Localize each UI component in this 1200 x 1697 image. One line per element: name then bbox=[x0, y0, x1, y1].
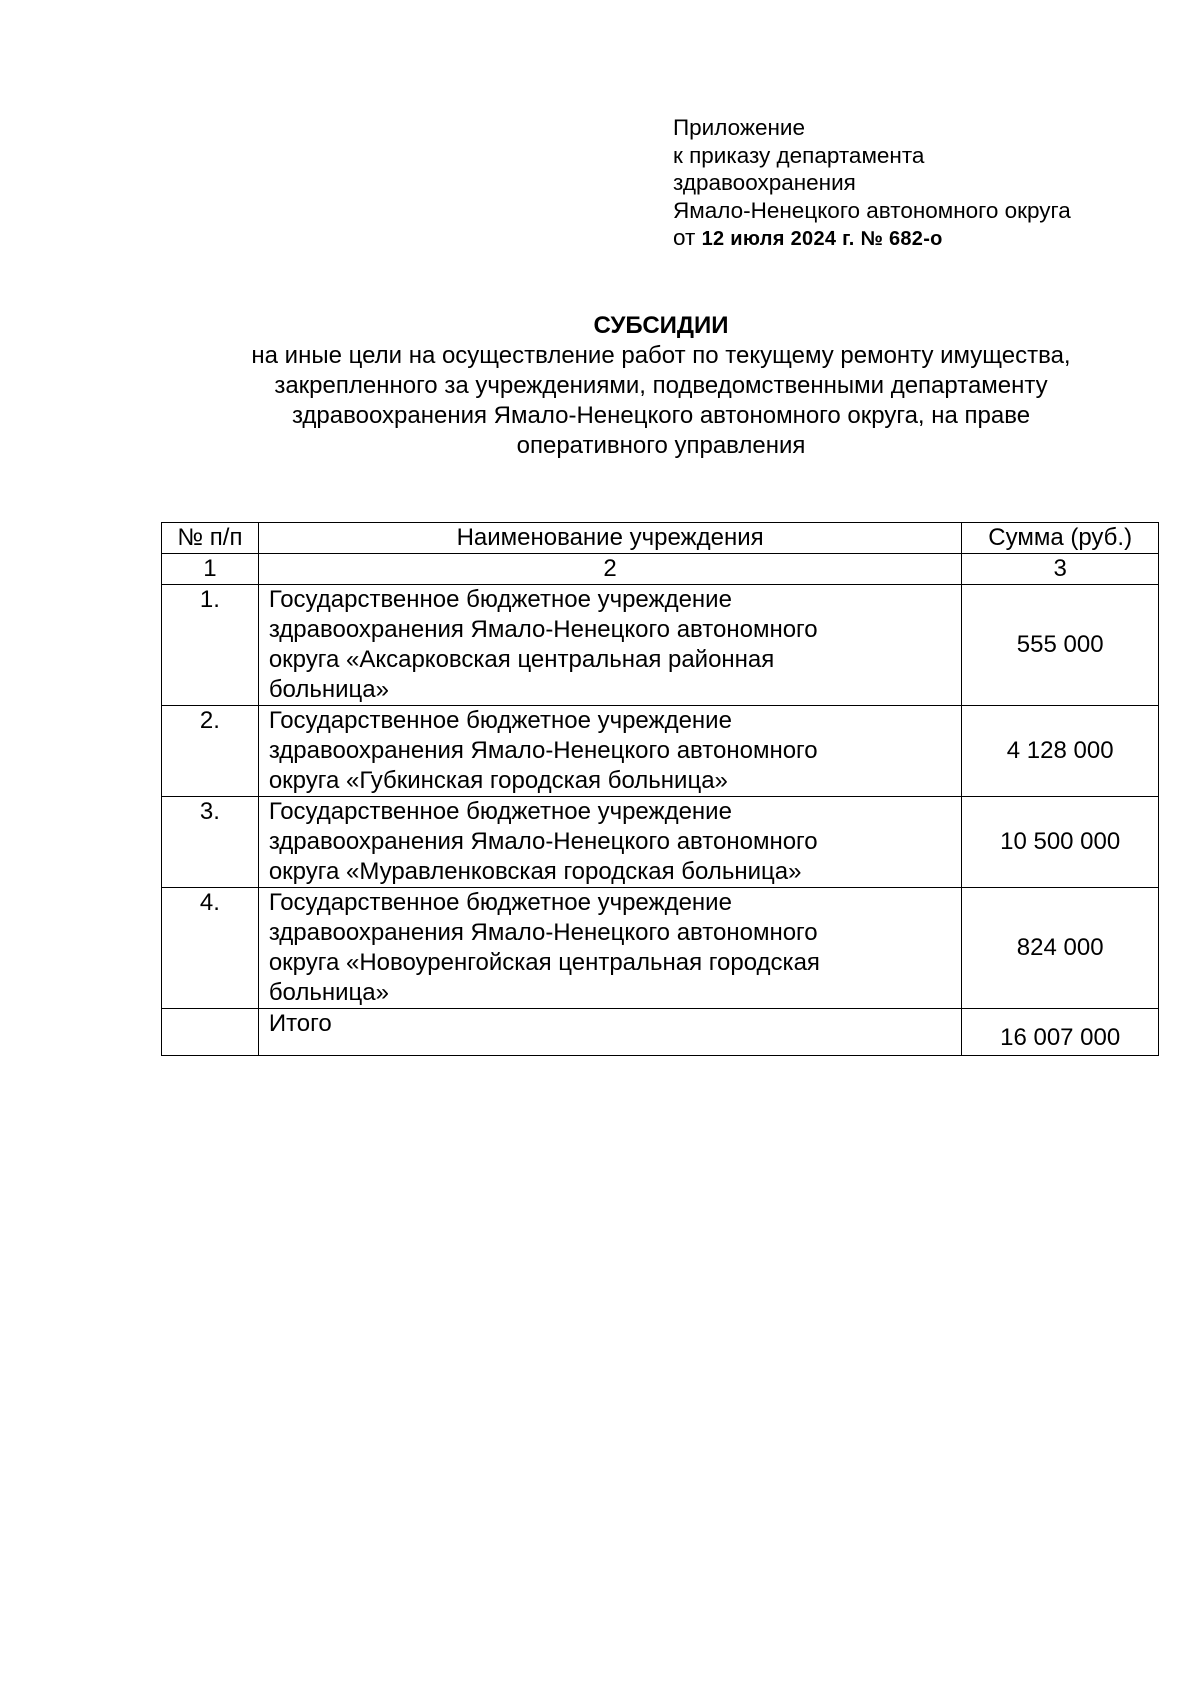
institution-name-line: округа «Аксарковская центральная районная bbox=[268, 646, 775, 673]
institution-name bbox=[258, 797, 962, 888]
appendix-line: Приложение bbox=[673, 115, 805, 140]
total-amount: 16 007 000 bbox=[962, 1009, 1159, 1056]
appendix-block bbox=[673, 114, 1071, 254]
appendix-line: здравоохранения bbox=[673, 170, 856, 195]
title-line: здравоохранения Ямало-Ненецкого автономного округа, на праве bbox=[291, 402, 1031, 429]
institution-name bbox=[258, 706, 962, 797]
index-cell: 2 bbox=[258, 554, 962, 585]
institution-name-line: Государственное бюджетное учреждение bbox=[268, 586, 732, 613]
order-date-number: 12 июля 2024 г. № 682-о bbox=[701, 228, 943, 250]
institution-name-line: Государственное бюджетное учреждение bbox=[268, 798, 732, 825]
row-amount: 4 128 000 bbox=[962, 706, 1159, 797]
index-cell: 1 bbox=[162, 554, 259, 585]
order-prefix: от bbox=[673, 225, 696, 250]
institution-name-line: здравоохранения Ямало-Ненецкого автономного bbox=[268, 828, 818, 855]
title-line: на иные цели на осуществление работ по текущему ремонту имущества, bbox=[251, 342, 1071, 369]
institution-name-line: округа «Новоуренгойская центральная городская bbox=[268, 949, 820, 976]
institution-name-line: больница» bbox=[268, 979, 389, 1006]
table-row bbox=[162, 797, 1159, 888]
row-number: 4. bbox=[162, 888, 259, 1009]
subsidies-table bbox=[161, 522, 1159, 1056]
row-number: 1. bbox=[162, 585, 259, 706]
table-row bbox=[162, 585, 1159, 706]
row-number: 3. bbox=[162, 797, 259, 888]
appendix-line: к приказу департамента bbox=[673, 142, 925, 168]
institution-name-line: округа «Муравленковская городская больница» bbox=[268, 858, 802, 885]
document-title bbox=[200, 311, 1122, 461]
header-institution-name: Наименование учреждения bbox=[258, 523, 962, 554]
order-reference bbox=[673, 224, 1071, 254]
institution-name-line: больница» bbox=[268, 676, 389, 703]
row-amount: 10 500 000 bbox=[962, 797, 1159, 888]
total-row bbox=[162, 1009, 1159, 1056]
title-line: оперативного управления bbox=[516, 432, 806, 459]
institution-name-line: здравоохранения Ямало-Ненецкого автономного bbox=[268, 919, 818, 946]
index-cell: 3 bbox=[962, 554, 1159, 585]
table-row bbox=[162, 888, 1159, 1009]
title-line: закрепленного за учреждениями, подведомственными департаменту bbox=[274, 372, 1048, 399]
institution-name-line: округа «Губкинская городская больница» bbox=[268, 767, 728, 794]
table-row bbox=[162, 706, 1159, 797]
header-number: № п/п bbox=[162, 523, 259, 554]
appendix-line: Ямало-Ненецкого автономного округа bbox=[673, 197, 1071, 223]
institution-name-line: здравоохранения Ямало-Ненецкого автономного bbox=[268, 616, 818, 643]
title-heading: СУБСИДИИ bbox=[593, 312, 729, 339]
total-number bbox=[162, 1009, 259, 1056]
institution-name bbox=[258, 585, 962, 706]
row-amount: 824 000 bbox=[962, 888, 1159, 1009]
institution-name-line: здравоохранения Ямало-Ненецкого автономного bbox=[268, 737, 818, 764]
table-index-row bbox=[162, 554, 1159, 585]
table-header-row bbox=[162, 523, 1159, 554]
total-label: Итого bbox=[258, 1009, 962, 1056]
institution-name-line: Государственное бюджетное учреждение bbox=[268, 889, 732, 916]
row-number: 2. bbox=[162, 706, 259, 797]
row-amount: 555 000 bbox=[962, 585, 1159, 706]
institution-name-line: Государственное бюджетное учреждение bbox=[268, 707, 732, 734]
institution-name bbox=[258, 888, 962, 1009]
header-amount: Сумма (руб.) bbox=[962, 523, 1159, 554]
